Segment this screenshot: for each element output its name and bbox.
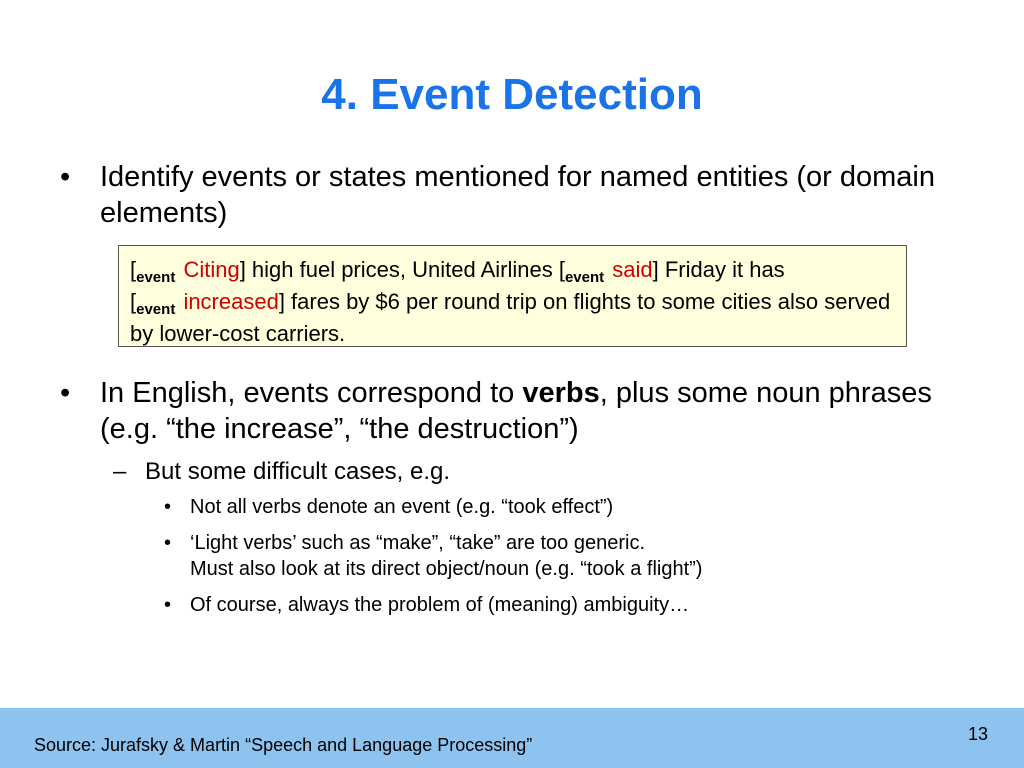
footer-band xyxy=(0,708,1024,768)
example-text-3: ] fares by $6 per round trip on flights to some cities also served by lower-cost carriers. xyxy=(130,289,891,346)
event-word-citing: Citing xyxy=(183,257,240,282)
sub-bullet-marker: – xyxy=(113,458,127,485)
event-word-said: said xyxy=(612,257,653,282)
sub-bullet-text: But some difficult cases, e.g. xyxy=(145,458,451,485)
event-tag-1: event xyxy=(136,269,176,286)
event-tag-3: event xyxy=(136,301,176,318)
example-text-1: ] high fuel prices, United Airlines [ xyxy=(239,257,565,282)
bullet-1-marker: • xyxy=(60,161,71,193)
subsub-text-1: Not all verbs denote an event (e.g. “took effect”) xyxy=(190,496,614,518)
source-citation: Source: Jurafsky & Martin “Speech and Language Processing” xyxy=(34,735,533,755)
page-number: 13 xyxy=(967,724,988,744)
subsub-text-3: Of course, always the problem of (meaning) ambiguity… xyxy=(190,594,690,616)
event-word-increased: increased xyxy=(183,289,279,314)
bullet-2-pre: In English, events correspond to xyxy=(100,377,523,409)
subsub-marker-3: • xyxy=(164,594,172,616)
bullet-2-marker: • xyxy=(60,377,71,409)
subsub-marker-2: • xyxy=(164,532,172,554)
bullet-2-text xyxy=(100,375,980,447)
subsub-item-1 xyxy=(164,494,984,520)
bullet-1 xyxy=(60,159,980,231)
bullet-2 xyxy=(60,375,980,447)
bullet-1-text: Identify events or states mentioned for named entities (or domain elements) xyxy=(100,161,935,229)
bullet-2-post: , plus some noun phrases (e.g. “the increase”, “the destruction”) xyxy=(100,377,932,445)
event-tag-2: event xyxy=(564,269,605,286)
slide-title: 4. Event Detection xyxy=(321,70,703,119)
example-text-2: ] Friday it has xyxy=(652,257,785,282)
subsub-item-2 xyxy=(164,530,984,582)
example-box xyxy=(118,245,907,347)
subsub-item-3 xyxy=(164,592,984,618)
bracket-open-3: [ xyxy=(130,289,137,314)
subsub-marker-1: • xyxy=(164,496,172,518)
bullet-2-bold: verbs xyxy=(522,377,600,409)
subsub-text-2b: Must also look at its direct object/noun (e.g. “took a flight”) xyxy=(190,558,703,580)
subsub-text-2a: ‘Light verbs’ such as “make”, “take” are too generic. xyxy=(190,532,646,554)
bracket-open-1: [ xyxy=(130,257,137,282)
